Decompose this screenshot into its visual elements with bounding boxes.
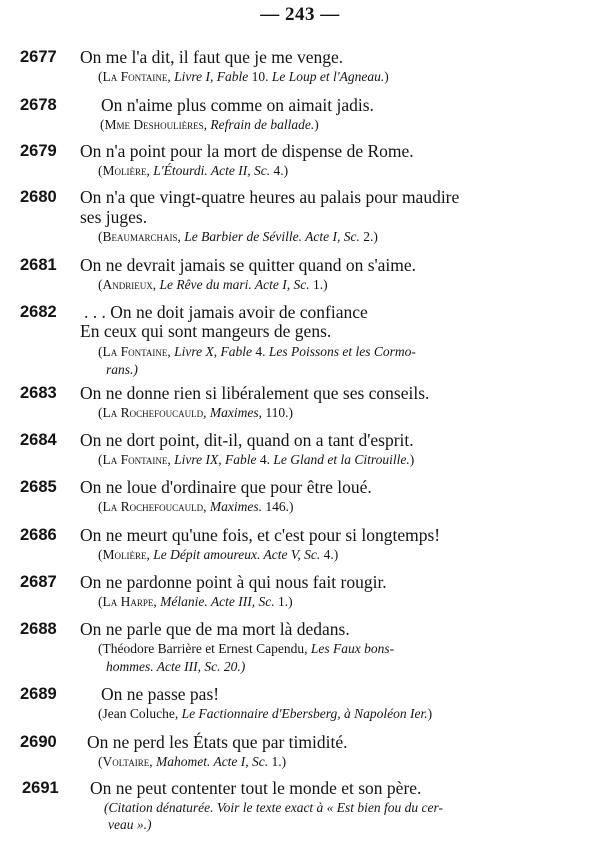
quote-source: (Mme Deshoulières, Refrain de ballade.) bbox=[100, 117, 319, 132]
quote-source-line2: veau ».) bbox=[108, 817, 152, 832]
quote-source: (Voltaire, Mahomet. Acte I, Sc. 1.) bbox=[98, 754, 287, 769]
quote-text: On n'aime plus comme on aimait jadis. bbox=[101, 95, 374, 115]
entry-number: 2681 bbox=[20, 256, 57, 274]
entry-number: 2691 bbox=[22, 779, 59, 797]
quote-source: (Beaumarchais, Le Barbier de Séville. Acte I, Sc. 2.) bbox=[98, 229, 378, 244]
entry-number: 2678 bbox=[20, 96, 57, 114]
quote-source: (La Fontaine, Livre I, Fable 10. Le Loup et l'Agneau.) bbox=[98, 69, 389, 84]
entry-number: 2686 bbox=[20, 526, 57, 544]
quote-source: (La Fontaine, Livre X, Fable 4. Les Poissons et les Cormo- bbox=[98, 344, 416, 359]
quote-text: On ne pardonne point à qui nous fait rougir. bbox=[80, 572, 387, 592]
quote-source: (Andrieux, Le Rêve du mari. Acte I, Sc. 1.) bbox=[98, 277, 328, 292]
quote-source-line2: rans.) bbox=[106, 362, 138, 377]
page-number: — 243 — bbox=[260, 4, 340, 25]
entry-number: 2682 bbox=[20, 303, 57, 321]
entry-number: 2689 bbox=[20, 685, 57, 703]
quote-text: On ne meurt qu'une fois, et c'est pour si longtemps! bbox=[80, 525, 441, 545]
entry-number: 2684 bbox=[20, 431, 57, 449]
quote-source: (Citation dénaturée. Voir le texte exact à « Est bien fou du cer- bbox=[104, 800, 444, 815]
quote-text-line2: ses juges. bbox=[80, 207, 148, 227]
quote-source: (Théodore Barrière et Ernest Capendu, Les Faux bons- bbox=[98, 641, 395, 656]
quote-source-line2: hommes. Acte III, Sc. 20.) bbox=[106, 659, 246, 674]
quote-text: On ne parle que de ma mort là dedans. bbox=[80, 619, 350, 639]
quote-text: On ne perd les États que par timidité. bbox=[87, 732, 348, 752]
quote-source: (La Rochefoucauld, Maximes, 110.) bbox=[98, 405, 293, 420]
quote-text: On ne dort point, dit-il, quand on a tant d'esprit. bbox=[80, 430, 414, 450]
quote-text: On n'a point pour la mort de dispense de Rome. bbox=[80, 141, 414, 161]
quote-source: (Jean Coluche, Le Factionnaire d'Ebersberg, à Napoléon Ier.) bbox=[98, 706, 433, 721]
quote-source: (La Rochefoucauld, Maximes. 146.) bbox=[98, 499, 294, 514]
quote-source: (Molière, L'Étourdi. Acte II, Sc. 4.) bbox=[98, 163, 289, 178]
entry-number: 2679 bbox=[20, 142, 57, 160]
quote-text: On ne devrait jamais se quitter quand on s'aime. bbox=[80, 255, 417, 275]
quote-text: On ne passe pas! bbox=[101, 684, 220, 704]
entry-number: 2687 bbox=[20, 573, 57, 591]
entry-number: 2688 bbox=[20, 620, 57, 638]
quote-text: On ne donne rien si libéralement que ses conseils. bbox=[80, 383, 430, 403]
quote-source: (La Fontaine, Livre IX, Fable 4. Le Gland et la Citrouille.) bbox=[98, 452, 415, 467]
entry-number: 2683 bbox=[20, 384, 57, 402]
entry-number: 2677 bbox=[20, 48, 57, 66]
quote-text: On ne loue d'ordinaire que pour être loué. bbox=[80, 477, 372, 497]
quote-text: On me l'a dit, il faut que je me venge. bbox=[80, 47, 344, 67]
quote-source: (Molière, Le Dépit amoureux. Acte V, Sc. 4.) bbox=[98, 547, 339, 562]
entry-number: 2680 bbox=[20, 188, 57, 206]
entry-number: 2685 bbox=[20, 478, 57, 496]
quote-text: . . . On ne doit jamais avoir de confiance bbox=[84, 302, 368, 322]
quote-text-line2: En ceux qui sont mangeurs de gens. bbox=[80, 321, 332, 341]
entry-number: 2690 bbox=[20, 733, 57, 751]
quote-text: On ne peut contenter tout le monde et son père. bbox=[90, 778, 422, 798]
quote-source: (La Harpe, Mélanie. Acte III, Sc. 1.) bbox=[98, 594, 293, 609]
quote-text: On n'a que vingt-quatre heures au palais pour maudire bbox=[80, 187, 460, 207]
